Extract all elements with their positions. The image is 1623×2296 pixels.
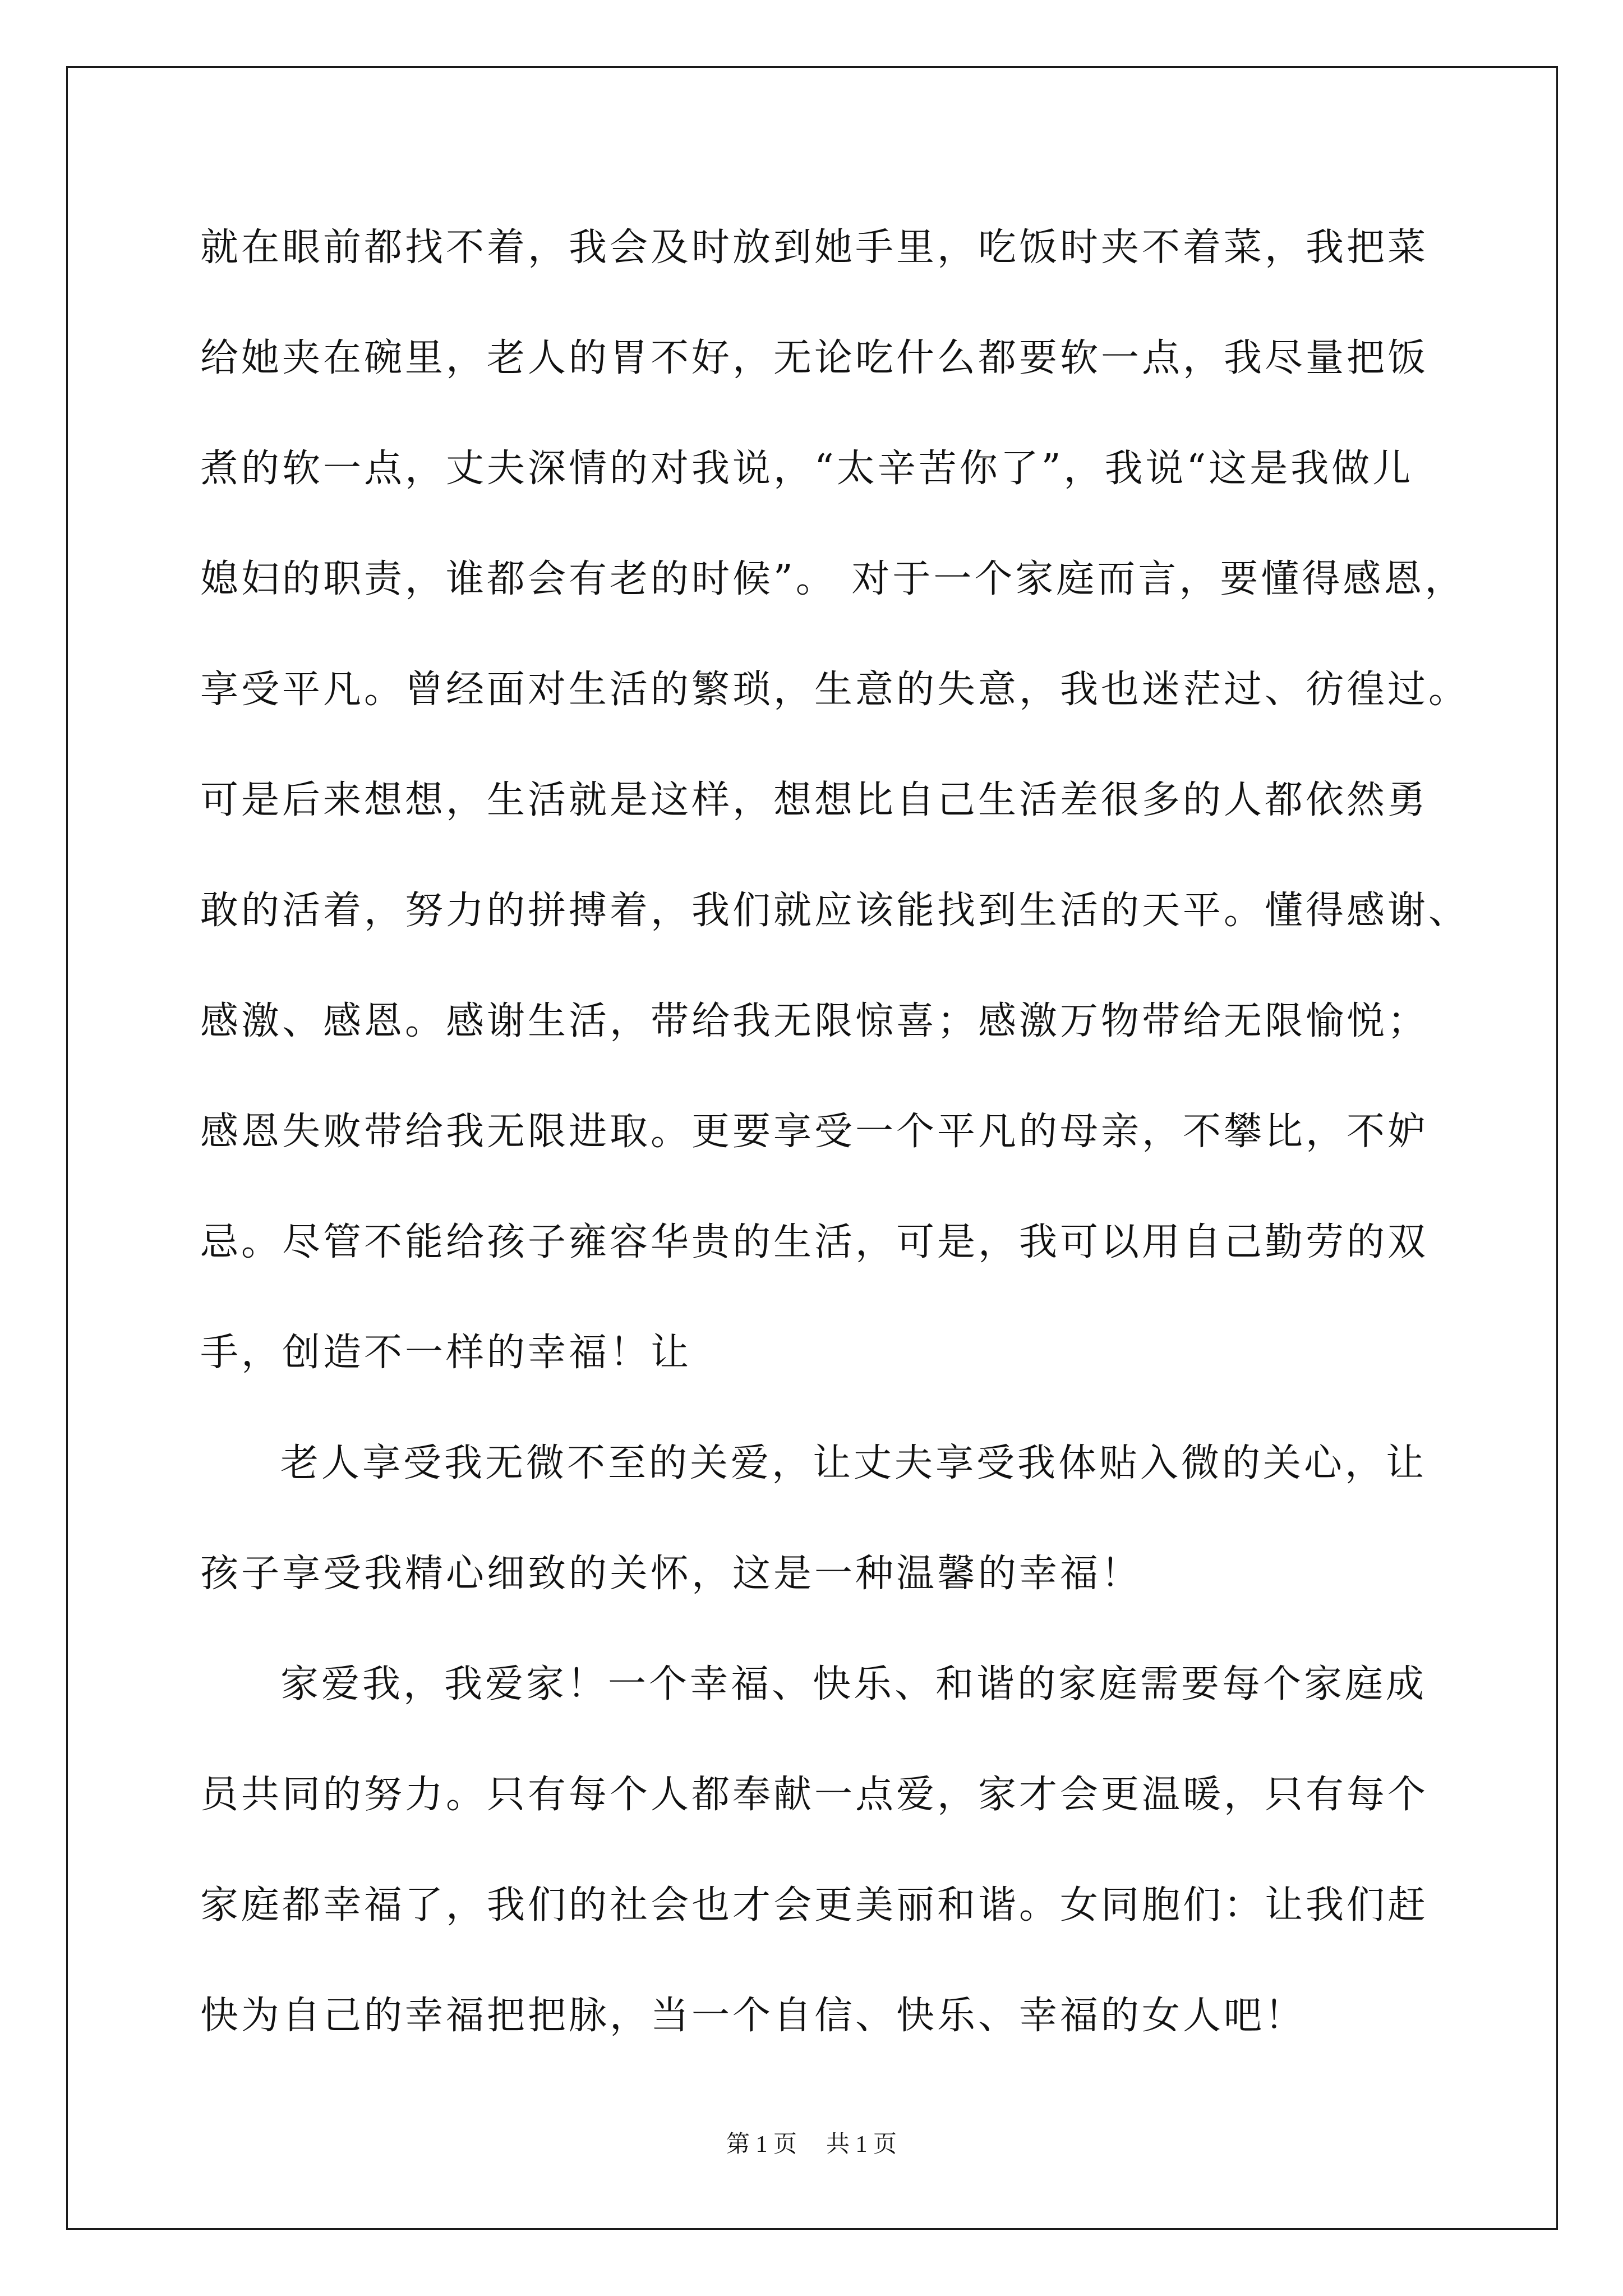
paragraph-first-line: 老人享受我无微不至的关爱，让丈夫享受我体贴入微的关心，让 (280, 1441, 1427, 1485)
text-line: 感激、感恩。感谢生活，带给我无限惊喜；感激万物带给无限愉悦； (200, 999, 1429, 1043)
text-line: 就在眼前都找不着，我会及时放到她手里，吃饭时夹不着菜，我把菜 (200, 226, 1429, 270)
text-line: 快为自己的幸福把把脉，当一个自信、快乐、幸福的女人吧！ (200, 1994, 1306, 2038)
text-line: 可是后来想想，生活就是这样，想想比自己生活差很多的人都依然勇 (200, 778, 1429, 822)
text-line: 孩子享受我精心细致的关怀，这是一种温馨的幸福！ (200, 1552, 1142, 1596)
text-line: 敢的活着，努力的拼搏着，我们就应该能找到生活的天平。懂得感谢、 (200, 889, 1470, 933)
text-line: 感恩失败带给我无限进取。更要享受一个平凡的母亲，不攀比，不妒 (200, 1110, 1429, 1154)
page-footer (0, 2133, 1623, 2156)
page-total: 共 1 页 (826, 2132, 897, 2157)
paragraph-first-line: 家爱我，我爱家！一个幸福、快乐、和谐的家庭需要每个家庭成 (280, 1662, 1427, 1706)
page-number: 第 1 页 (726, 2132, 797, 2157)
text-line: 享受平凡。曾经面对生活的繁琐，生意的失意，我也迷茫过、彷徨过。 (200, 668, 1470, 712)
text-line: 媳妇的职责，谁都会有老的时候”。 对于一个家庭而言，要懂得感恩， (200, 557, 1466, 601)
text-line: 手，创造不一样的幸福！让 (200, 1331, 692, 1375)
text-line: 员共同的努力。只有每个人都奉献一点爱，家才会更温暖，只有每个 (200, 1773, 1429, 1817)
text-line: 给她夹在碗里，老人的胃不好，无论吃什么都要软一点，我尽量把饭 (200, 336, 1429, 380)
text-line: 家庭都幸福了，我们的社会也才会更美丽和谐。女同胞们：让我们赶 (200, 1883, 1429, 1927)
text-line: 忌。尽管不能给孩子雍容华贵的生活，可是，我可以用自己勤劳的双 (200, 1220, 1429, 1264)
text-line: 煮的软一点，丈夫深情的对我说，“太辛苦你了”，我说“这是我做儿 (200, 447, 1414, 491)
